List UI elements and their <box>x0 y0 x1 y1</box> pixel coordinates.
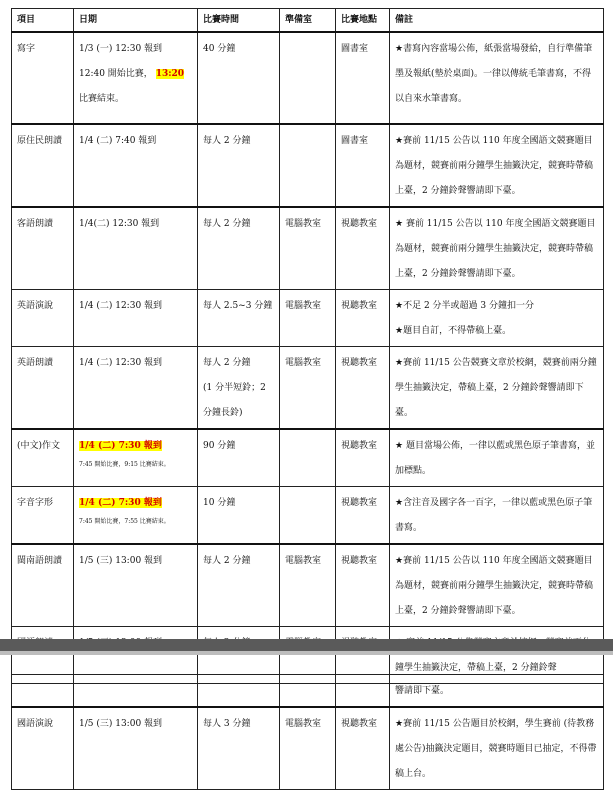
note-text: 賽前 11/15 公告競賽文章於校網，競賽前兩分鐘學生抽籤決定，帶稿上臺，2 分鐘鈴聲響請即下臺。 <box>395 358 597 418</box>
contest-schedule-table <box>11 8 604 684</box>
item-cell: 閩南語朗讀 <box>12 544 74 627</box>
place-cell: 視聽教室 <box>336 707 390 790</box>
table-row <box>12 544 604 627</box>
note-cell <box>390 347 604 430</box>
time-cell: 每人 2 分鐘 <box>198 544 280 627</box>
date-cell: 1/4 (二) 12:30 報到 <box>74 290 198 347</box>
note-cell <box>390 707 604 790</box>
table-row <box>12 207 604 290</box>
note-cell <box>390 124 604 207</box>
prep-cell: 電腦教室 <box>280 707 336 790</box>
star-icon: ★ <box>395 556 404 566</box>
star-icon: ★ <box>395 301 404 311</box>
prep-cell <box>280 487 336 545</box>
header-date: 日期 <box>74 9 198 33</box>
note-text: 書寫內容當場公佈，紙張當場發給，自行準備筆墨及報紙(墊於桌面)。一律以傳統毛筆書寫，不得以自來水筆書寫。 <box>395 44 593 104</box>
note-text: 鐘學生抽籤決定，帶稿上臺，2 分鐘鈴聲 <box>395 663 557 673</box>
time-cell: 每人 2.5~3 分鐘 <box>198 290 280 347</box>
note-cell <box>390 207 604 290</box>
star-icon: ★ <box>395 441 404 451</box>
date-cell <box>74 429 198 487</box>
time-line: (1 分半短鈴；2 分鐘長鈴) <box>203 383 266 418</box>
time-cell: 90 分鐘 <box>198 429 280 487</box>
place-cell: 視聽教室 <box>336 207 390 290</box>
note-cell <box>390 32 604 124</box>
table-row <box>12 124 604 207</box>
date-small: 7:45 開始比賽，9:15 比賽結束。 <box>79 461 170 468</box>
star-icon: ★ <box>395 136 404 146</box>
place-cell: 圖書室 <box>336 32 390 124</box>
date-cell <box>74 32 198 124</box>
note-cell <box>390 290 604 347</box>
header-item: 項目 <box>12 9 74 33</box>
place-cell: 視聽教室 <box>336 347 390 430</box>
star-icon: ★ <box>395 358 404 368</box>
prep-cell: 電腦教室 <box>280 347 336 430</box>
star-icon: ★ <box>395 498 404 508</box>
date-cell: 1/5 (三) 13:00 報到 <box>74 544 198 627</box>
table-row <box>12 290 604 347</box>
prep-cell: 電腦教室 <box>280 207 336 290</box>
highlight-date: 1/4 (二) 7:30 報到 <box>79 498 162 508</box>
item-cell: 原住民朗讀 <box>12 124 74 207</box>
header-place: 比賽地點 <box>336 9 390 33</box>
item-cell: 英語朗讀 <box>12 347 74 430</box>
star-icon: ★ <box>395 719 404 729</box>
prep-cell: 電腦教室 <box>280 544 336 627</box>
note-cell <box>390 487 604 545</box>
highlight-date: 1/4 (二) 7:30 報到 <box>79 441 162 451</box>
table-row <box>12 32 604 124</box>
date-cell: 1/4 (二) 7:40 報到 <box>74 124 198 207</box>
table-row <box>12 347 604 430</box>
place-cell: 圖書室 <box>336 124 390 207</box>
date-line: 1/3 (一) 12:30 報到 <box>79 44 163 54</box>
place-cell: 視聽教室 <box>336 290 390 347</box>
page-break-shadow <box>0 651 613 655</box>
highlight-time: 13:20 <box>155 69 185 79</box>
item-cell: 字音字形 <box>12 487 74 545</box>
note-text: 不足 2 分半或超過 3 分鐘扣一分 <box>403 301 534 311</box>
time-cell: 每人 3 分鐘 <box>198 707 280 790</box>
header-time: 比賽時間 <box>198 9 280 33</box>
prep-cell: 電腦教室 <box>280 290 336 347</box>
note-text: 題目自訂，不得帶稿上臺。 <box>403 326 512 336</box>
date-cell: 1/4(二) 12:30 報到 <box>74 207 198 290</box>
place-cell: 視聽教室 <box>336 487 390 545</box>
star-icon: ★ <box>395 44 404 54</box>
header-row <box>12 9 604 33</box>
star-icon: ★ <box>395 219 404 229</box>
date-line: 12:40 開始比賽， <box>79 69 153 79</box>
time-cell: 每人 2 分鐘 <box>198 124 280 207</box>
prep-cell <box>280 124 336 207</box>
prep-cell <box>280 32 336 124</box>
note-text: 賽前 11/15 公告題目於校網，學生賽前 (待教務處公告)抽籤決定題目，競賽時題目已抽定，不得帶稿上台。 <box>395 719 597 779</box>
note-text: 賽前 11/15 公告以 110 年度全國語文競賽題目為題材，競賽前兩分鐘學生抽籤決定，競賽時帶稿上臺，2 分鐘鈴聲響請即下臺。 <box>395 219 596 279</box>
table-row <box>12 707 604 790</box>
item-cell: 英語演說 <box>12 290 74 347</box>
time-cell <box>198 347 280 430</box>
note-text: 賽前 11/15 公告以 110 年度全國語文競賽題目為題材，競賽前兩分鐘學生抽籤決定，競賽時帶稿上臺，2 分鐘鈴聲響請即下臺。 <box>395 136 594 196</box>
note-cell <box>390 429 604 487</box>
contest-schedule-table-continued <box>11 674 604 790</box>
table-row <box>12 675 604 708</box>
time-line: 每人 2 分鐘 <box>203 358 251 368</box>
place-cell: 視聽教室 <box>336 544 390 627</box>
table-row <box>12 429 604 487</box>
item-cell: (中文)作文 <box>12 429 74 487</box>
note-cell: 響請即下臺。 <box>390 675 604 708</box>
prep-cell <box>280 429 336 487</box>
date-line: 比賽結束。 <box>79 94 125 104</box>
item-cell: 客語朗讀 <box>12 207 74 290</box>
item-cell: 國語演說 <box>12 707 74 790</box>
date-small: 7:45 開始比賽，7:55 比賽結束。 <box>79 518 170 525</box>
page-break-bar <box>0 639 613 651</box>
time-cell: 每人 2 分鐘 <box>198 207 280 290</box>
time-cell: 10 分鐘 <box>198 487 280 545</box>
item-cell: 寫字 <box>12 32 74 124</box>
header-prep: 準備室 <box>280 9 336 33</box>
note-cell <box>390 544 604 627</box>
note-text: 題目當場公佈，一律以藍或黑色原子筆書寫，並加標點。 <box>395 441 595 476</box>
date-cell: 1/5 (三) 13:00 報到 <box>74 707 198 790</box>
date-cell <box>74 487 198 545</box>
note-text: 含注音及國字各一百字，一律以藍或黑色原子筆書寫。 <box>395 498 593 533</box>
note-text: 賽前 11/15 公告以 110 年度全國語文競賽題目為題材，競賽前兩分鐘學生抽籤決定，競賽時帶稿上臺，2 分鐘鈴聲響請即下臺。 <box>395 556 594 616</box>
star-icon: ★ <box>395 326 404 336</box>
time-cell: 40 分鐘 <box>198 32 280 124</box>
header-note: 備註 <box>390 9 604 33</box>
table-row <box>12 487 604 545</box>
date-cell: 1/4 (二) 12:30 報到 <box>74 347 198 430</box>
place-cell: 視聽教室 <box>336 429 390 487</box>
